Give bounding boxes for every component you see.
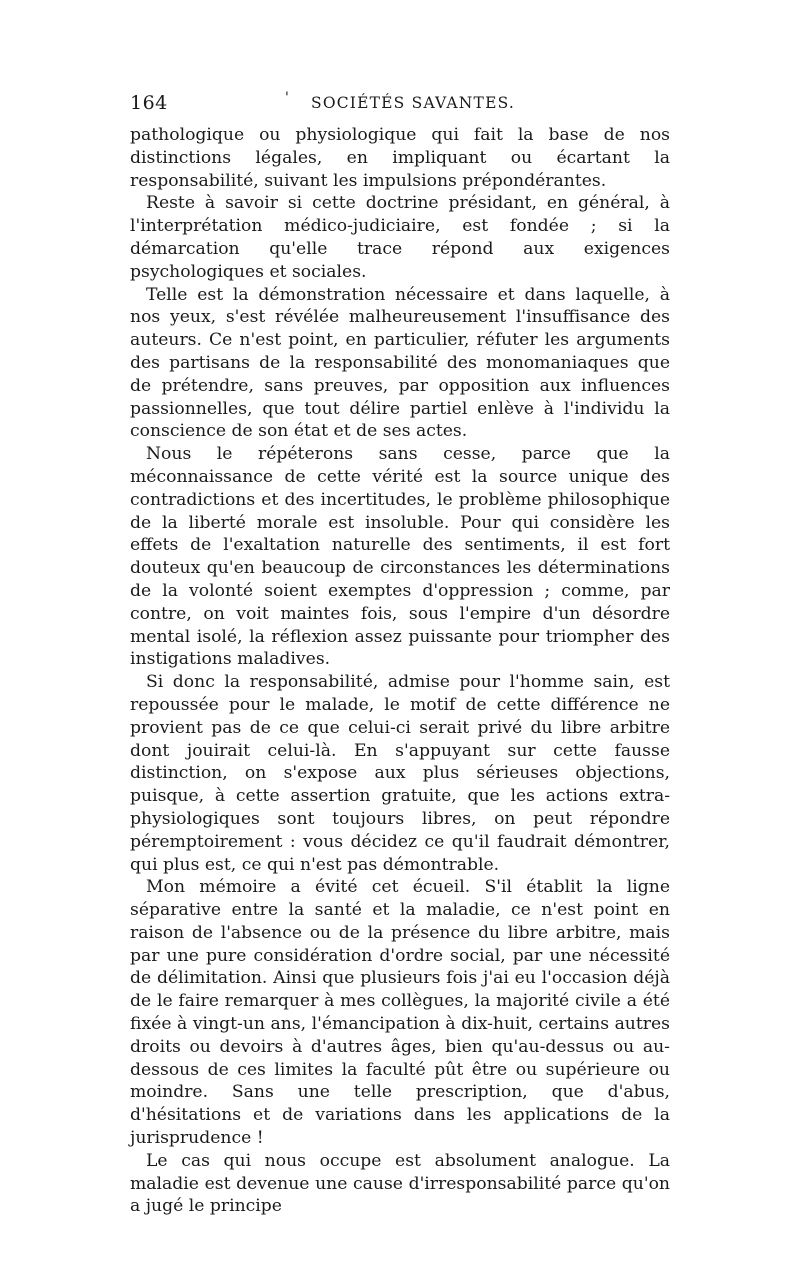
page-number: 164 <box>130 92 168 114</box>
paragraph: Nous le répéterons sans cesse, parce que la méconnaissance de cette vérité est la source unique des contradictions et des incertitudes, le problème philosophique de la liberté morale est insoluble. Pour qui considère les effets de l'exaltation naturelle des sentiments, il est fort douteux qu'en beaucoup de circonstances les déterminations de la volonté soient exemptes d'oppression ; comme, par contre, on voit maintes fois, sous l'empire d'un désordre mental isolé, la réflexion assez puissante pour triompher des instigations maladives. <box>130 444 670 670</box>
running-title: SOCIÉTÉS SAVANTES. <box>311 94 516 112</box>
paragraph: Mon mémoire a évité cet écueil. S'il établit la ligne séparative entre la santé et la maladie, ce n'est point en raison de l'absence ou de la présence du libre arbitre, mais par une pure considération d'ordre social, par une nécessité de délimitation. Ainsi que plusieurs fois j'ai eu l'occasion déjà de le faire remarquer à mes collègues, la majorité civile a été fixée à vingt-un ans, l'émancipation à dix-huit, certains autres droits ou devoirs à d'autres âges, bien qu'au-dessus ou au-dessous de ces limites la faculté pût être ou supérieure ou moindre. Sans une telle prescription, que d'abus, d'hésitations et de variations dans les applications de la jurisprudence ! <box>130 877 670 1149</box>
paragraph-continued: pathologique ou physiologique qui fait la base de nos distinctions légales, en impliquant ou écartant la responsabilité, suivant les impulsions prépondérantes. <box>130 125 670 191</box>
paragraph: Telle est la démonstration nécessaire et dans laquelle, à nos yeux, s'est révélée malheureusement l'insuffisance des auteurs. Ce n'est point, en particulier, réfuter les arguments des partisans de la responsabilité des monomaniaques que de prétendre, sans preuves, par opposition aux influences passionnelles, que tout délire partiel enlève à l'individu la conscience de son état et de ses actes. <box>130 284 670 442</box>
header-mark: ' <box>285 90 289 106</box>
paragraph-continues: Le cas qui nous occupe est absolument analogue. La maladie est devenue une cause d'irresponsabilité parce qu'on a jugé le principe <box>130 1150 670 1217</box>
body-text <box>130 124 670 1218</box>
paragraph: Si donc la responsabilité, admise pour l'homme sain, est repoussée pour le malade, le motif de cette différence ne provient pas de ce que celui-ci serait privé du libre arbitre dont jouirait celui-là. En s'appuyant sur cette fausse distinction, on s'expose aux plus sérieuses objections, puisque, à cette assertion gratuite, que les actions extra-physiologiques sont toujours libres, on peut répondre péremptoirement : vous décidez ce qu'il faudrait démontrer, qui plus est, ce qui n'est pas démontrable. <box>130 672 670 875</box>
paragraph: Reste à savoir si cette doctrine présidant, en général, à l'interprétation médico-judiciaire, est fondée ; si la démarcation qu'elle trace répond aux exigences psychologiques et sociales. <box>130 193 670 282</box>
running-head <box>130 92 670 116</box>
